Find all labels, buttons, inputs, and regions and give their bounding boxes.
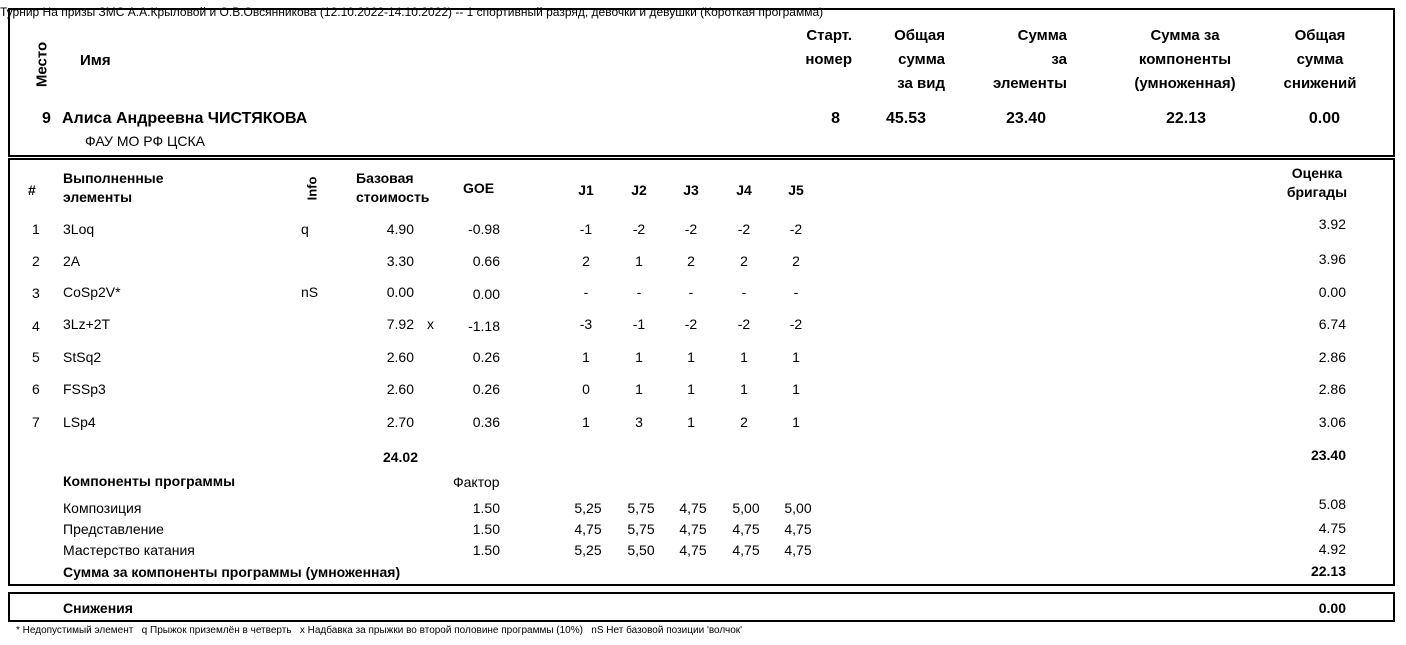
col-score-header: Оценка бригады <box>1286 165 1348 200</box>
component-factor: 1.50 <box>472 500 500 516</box>
col-j5-header: J5 <box>788 182 804 198</box>
deductions-header: Общая сумма снижений <box>1283 27 1357 92</box>
row-element: StSq2 <box>63 349 102 365</box>
row-j3: 1 <box>687 381 695 397</box>
row-goe: 0.66 <box>472 253 500 269</box>
row-j2: -1 <box>632 316 646 332</box>
row-j4: 2 <box>740 253 748 269</box>
row-element: CoSp2V* <box>63 284 121 300</box>
row-j2: 1 <box>635 381 643 397</box>
elements-score-header: Сумма за элементы <box>992 27 1067 92</box>
row-j5: 1 <box>792 349 800 365</box>
row-j2: 1 <box>635 349 643 365</box>
row-element: 3Lz+2T <box>63 316 111 332</box>
component-j4: 4,75 <box>732 521 760 537</box>
row-j2: -2 <box>632 221 646 237</box>
row-j1: 2 <box>582 253 590 269</box>
component-name: Мастерство катания <box>63 542 195 558</box>
component-score: 4.92 <box>1318 541 1346 557</box>
component-factor: 1.50 <box>472 542 500 558</box>
row-j4: -2 <box>737 221 751 237</box>
row-goe: 0.26 <box>472 349 500 365</box>
row-score: 3.92 <box>1318 216 1346 232</box>
component-j4: 5,00 <box>732 500 760 516</box>
row-goe: -0.98 <box>468 221 500 237</box>
component-name: Композиция <box>63 500 142 516</box>
component-j1: 5,25 <box>574 500 602 516</box>
base-value-total: 24.02 <box>382 449 418 465</box>
component-j5: 4,75 <box>784 542 812 558</box>
row-score: 3.96 <box>1318 251 1346 267</box>
row-j3: - <box>688 284 694 300</box>
col-base-header: Базовая стоимость <box>356 170 430 205</box>
row-score: 2.86 <box>1318 349 1346 365</box>
row-j2: 1 <box>635 253 643 269</box>
skater-deductions: 0.00 <box>1308 110 1340 127</box>
skater-elements-score: 23.40 <box>1005 110 1046 127</box>
row-base: 2.60 <box>386 381 414 397</box>
row-number: 1 <box>32 221 40 237</box>
row-goe: -1.18 <box>468 318 500 334</box>
component-j5: 4,75 <box>784 521 812 537</box>
components-heading: Компоненты программы <box>63 473 236 489</box>
deductions-box <box>8 592 1395 622</box>
row-j1: 0 <box>582 381 590 397</box>
total-score-header: Общая сумма за вид <box>894 27 945 92</box>
row-number: 7 <box>32 414 40 430</box>
row-j4: -2 <box>737 316 751 332</box>
name-header: Имя <box>80 52 111 69</box>
row-j1: -1 <box>579 221 593 237</box>
start-number-header: Старт. номер <box>805 27 852 68</box>
col-info-header: Info <box>304 176 320 201</box>
row-j4: 2 <box>740 414 748 430</box>
row-info: q <box>301 221 309 237</box>
col-j1-header: J1 <box>578 182 594 198</box>
row-goe: 0.26 <box>472 381 500 397</box>
row-j4: - <box>741 284 747 300</box>
component-factor: 1.50 <box>472 521 500 537</box>
component-j5: 5,00 <box>784 500 812 516</box>
row-number: 4 <box>32 318 40 334</box>
row-score: 2.86 <box>1318 381 1346 397</box>
col-element-header: Выполненные элементы <box>63 170 164 205</box>
row-element: FSSp3 <box>63 381 106 397</box>
component-j3: 4,75 <box>679 521 707 537</box>
row-j3: 2 <box>687 253 695 269</box>
event-title: Турнир На призы ЗМС А.А.Крыловой и О.В.Овсянникова (12.10.2022-14.10.2022) -- 1 спортивный разряд, девочки и девушки (Короткая программа) <box>0 5 824 19</box>
row-j3: -2 <box>684 221 698 237</box>
component-j2: 5,75 <box>627 521 655 537</box>
col-j3-header: J3 <box>683 182 699 198</box>
row-j5: -2 <box>789 221 803 237</box>
row-base: 3.30 <box>386 253 414 269</box>
row-j5: 1 <box>792 381 800 397</box>
skater-total-score: 45.53 <box>885 110 926 127</box>
row-number: 5 <box>32 349 40 365</box>
col-j4-header: J4 <box>736 182 752 198</box>
skater-components-score: 22.13 <box>1165 110 1206 127</box>
deductions-label: Снижения <box>63 600 133 616</box>
deductions-value: 0.00 <box>1318 600 1346 616</box>
row-bonus: x <box>427 316 434 332</box>
row-element: 3Loq <box>63 221 95 237</box>
protocol-box <box>8 158 1395 586</box>
components-total-label: Сумма за компоненты программы (умноженная) <box>63 564 401 580</box>
row-j1: -3 <box>579 316 593 332</box>
component-j2: 5,75 <box>627 500 655 516</box>
row-number: 3 <box>32 285 40 301</box>
row-j3: 1 <box>687 414 695 430</box>
row-base: 7.92 <box>386 316 414 332</box>
row-base: 4.90 <box>386 221 414 237</box>
component-j1: 5,25 <box>574 542 602 558</box>
col-number-header: # <box>28 182 36 198</box>
row-number: 6 <box>32 381 40 397</box>
footnote: * Недопустимый элемент q Прыжок приземлён в четверть x Надбавка за прыжки во второй половине программы (10%) nS Нет базовой позиции 'волчок' <box>16 625 743 636</box>
component-j2: 5,50 <box>627 542 655 558</box>
row-j4: 1 <box>740 349 748 365</box>
row-score: 0.00 <box>1318 284 1346 300</box>
row-base: 2.60 <box>386 349 414 365</box>
row-info: nS <box>301 284 319 300</box>
elements-score-total: 23.40 <box>1310 447 1346 463</box>
component-j3: 4,75 <box>679 542 707 558</box>
row-j5: 2 <box>792 253 800 269</box>
row-j2: - <box>636 284 642 300</box>
place-header: Место <box>33 41 51 88</box>
row-j3: -2 <box>684 316 698 332</box>
component-score: 4.75 <box>1318 520 1346 536</box>
row-base: 2.70 <box>386 414 414 430</box>
row-element: 2A <box>63 253 81 269</box>
components-total: 22.13 <box>1310 563 1346 579</box>
skater-place: 9 <box>42 110 51 127</box>
skater-name: Алиса Андреевна ЧИСТЯКОВА <box>62 110 308 127</box>
row-j4: 1 <box>740 381 748 397</box>
skater-club: ФАУ МО РФ ЦСКА <box>85 133 205 149</box>
row-goe: 0.00 <box>472 286 500 302</box>
row-number: 2 <box>32 253 40 269</box>
row-goe: 0.36 <box>472 414 500 430</box>
component-j3: 4,75 <box>679 500 707 516</box>
row-j3: 1 <box>687 349 695 365</box>
component-score: 5.08 <box>1318 496 1346 512</box>
row-j5: -2 <box>789 316 803 332</box>
row-j5: 1 <box>792 414 800 430</box>
skater-start-number: 8 <box>831 110 840 127</box>
row-j1: 1 <box>582 414 590 430</box>
component-j4: 4,75 <box>732 542 760 558</box>
components-score-header: Сумма за компоненты (умноженная) <box>1134 27 1236 92</box>
row-score: 6.74 <box>1318 316 1346 332</box>
col-j2-header: J2 <box>631 182 647 198</box>
col-goe-header: GOE <box>463 180 495 196</box>
row-score: 3.06 <box>1318 414 1346 430</box>
row-j5: - <box>793 284 799 300</box>
row-j1: 1 <box>582 349 590 365</box>
component-name: Представление <box>63 521 164 537</box>
row-base: 0.00 <box>386 284 414 300</box>
row-j2: 3 <box>635 414 643 430</box>
row-j1: - <box>583 284 589 300</box>
skater-summary-box <box>8 8 1395 157</box>
component-j1: 4,75 <box>574 521 602 537</box>
row-element: LSp4 <box>63 414 96 430</box>
factor-header: Фактор <box>453 474 500 490</box>
